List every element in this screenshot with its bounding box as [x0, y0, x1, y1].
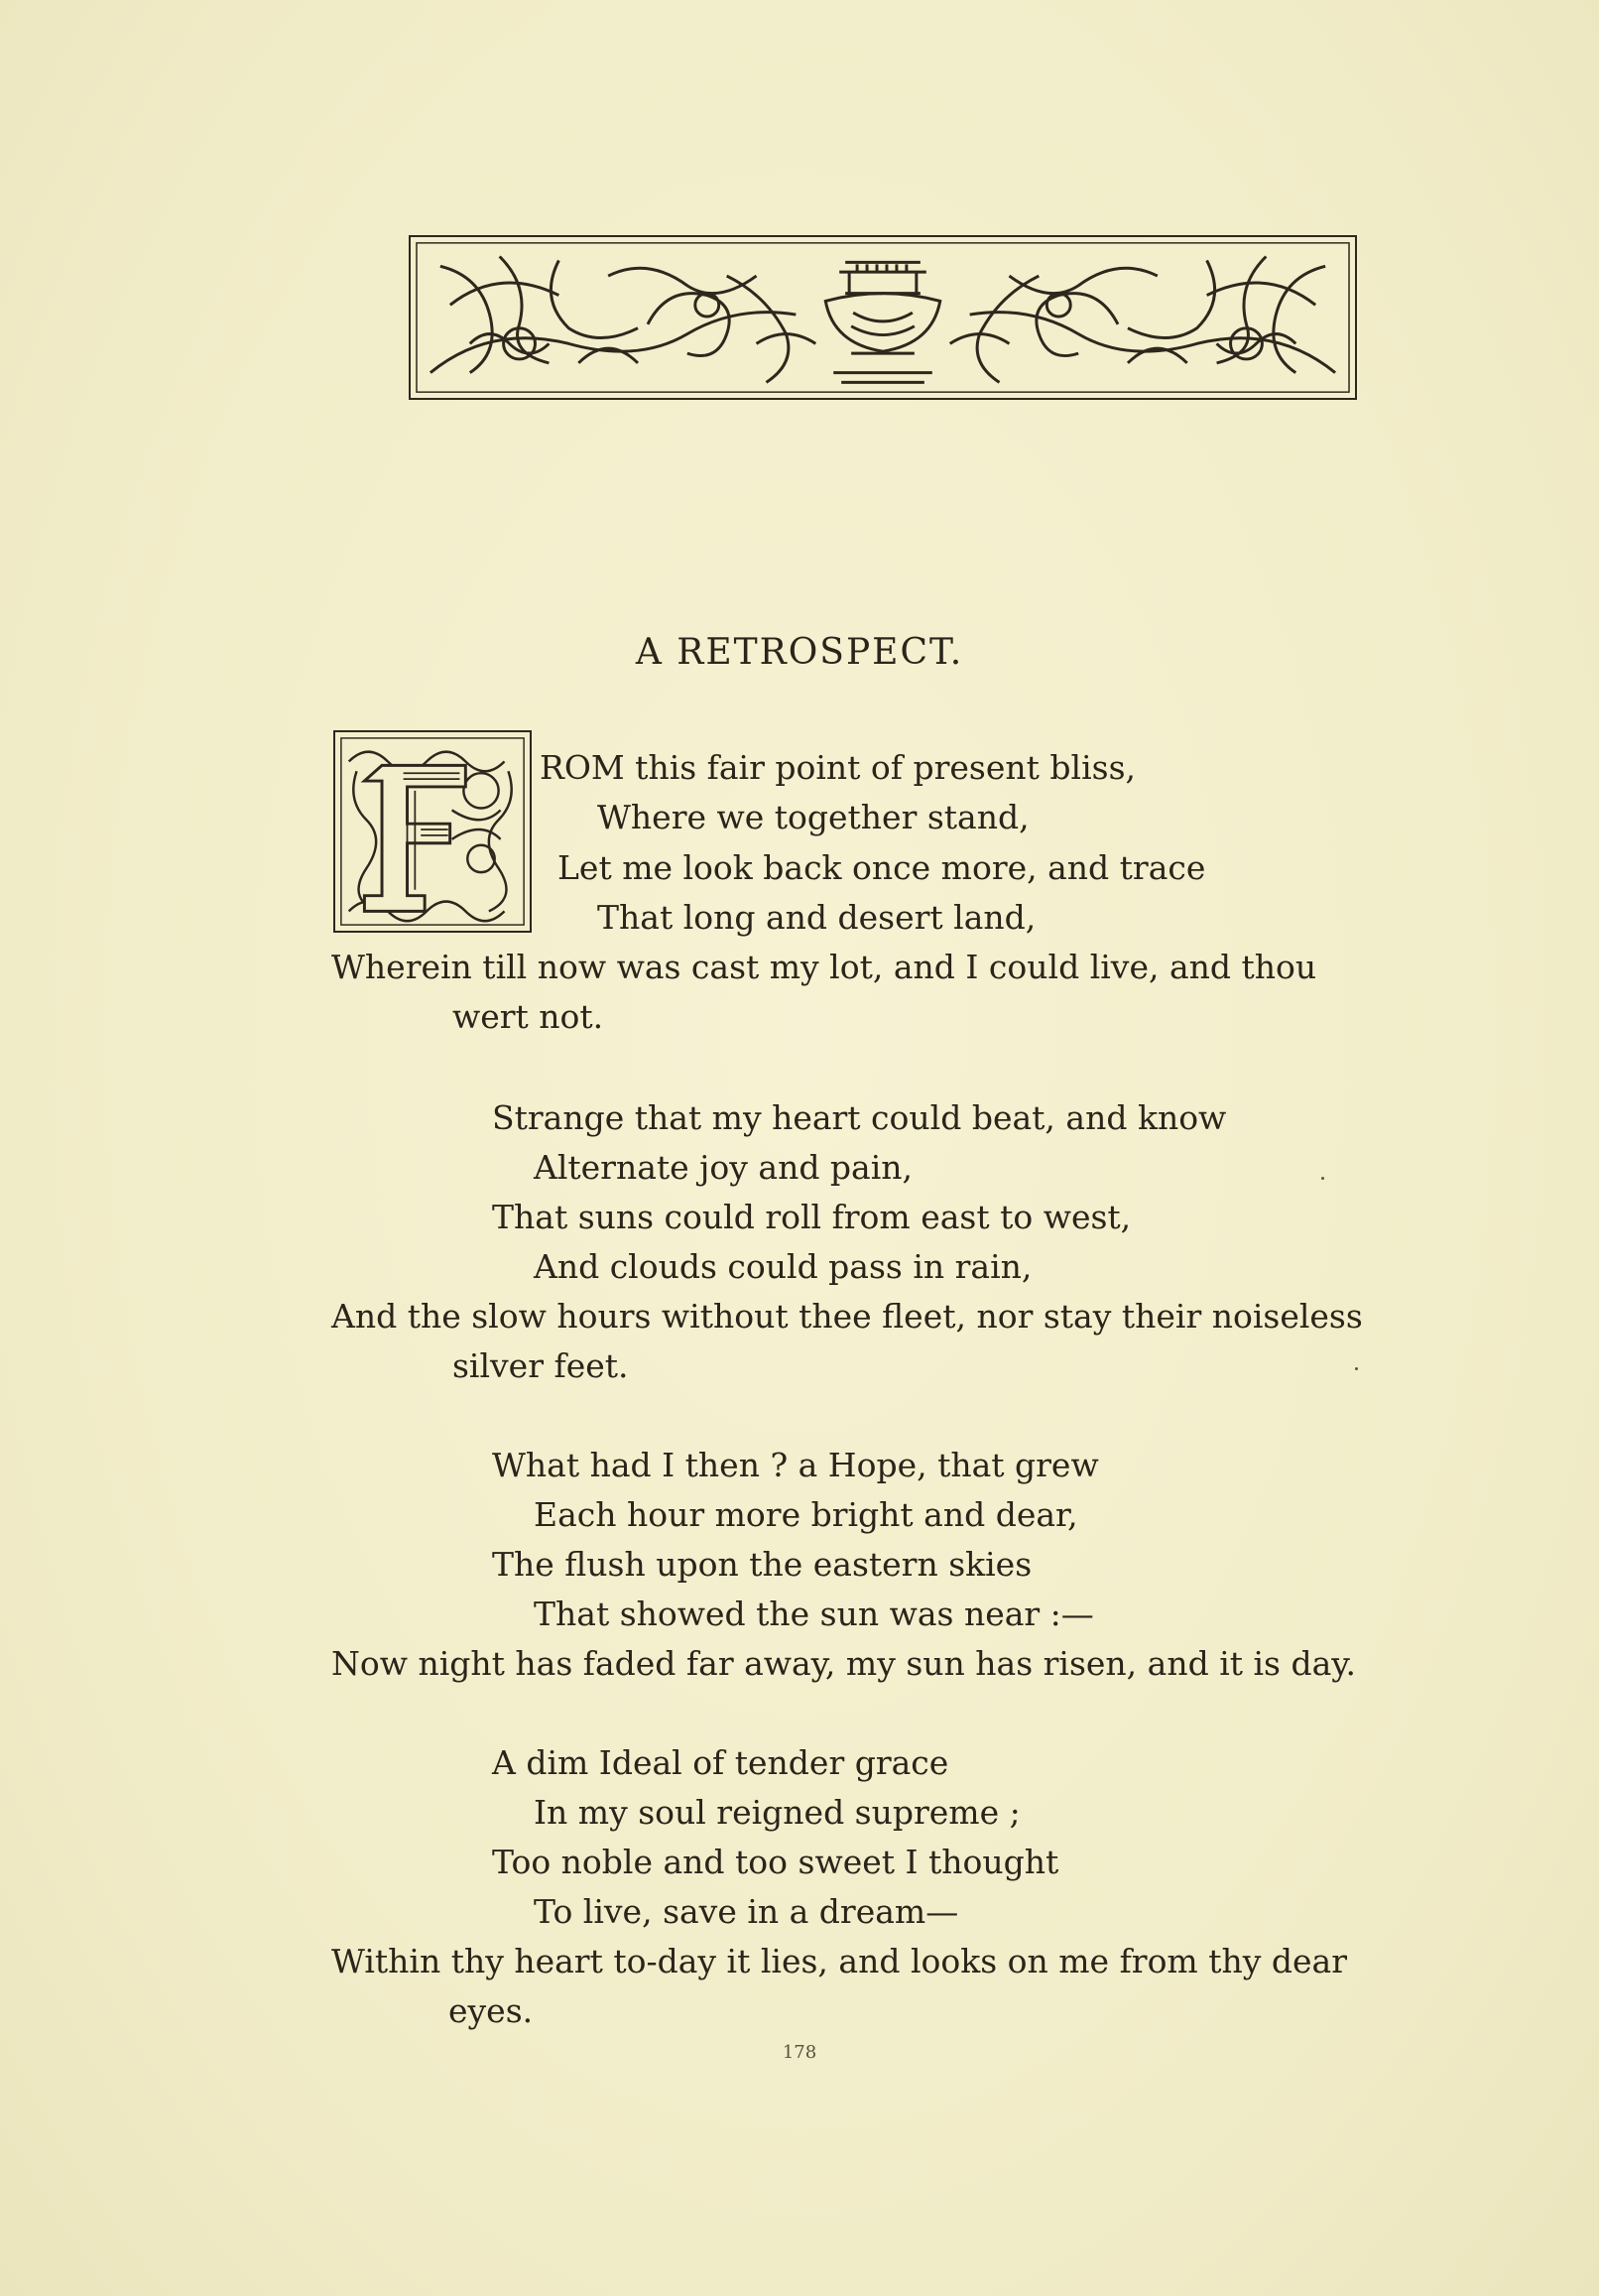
poem-line: Wherein till now was cast my lot, and I could live, and thou [331, 948, 1317, 986]
poem-line: Each hour more bright and dear, [534, 1495, 1078, 1534]
poem-line: What had I then ? a Hope, that grew [492, 1446, 1099, 1484]
paper-speck [1321, 1177, 1324, 1180]
poem-line: Too noble and too sweet I thought [492, 1843, 1059, 1881]
poem-line: And the slow hours without thee fleet, nor stay their noiseless [331, 1297, 1363, 1336]
poem-line: That showed the sun was near :— [534, 1594, 1094, 1633]
poem-line: Now night has faded far away, my sun has risen, and it is day. [331, 1644, 1357, 1683]
drop-cap-f-icon [335, 732, 530, 931]
floral-vase-ornament-icon [411, 237, 1355, 398]
poem-line: A dim Ideal of tender grace [492, 1743, 949, 1782]
poem-line: To live, save in a dream— [534, 1892, 959, 1931]
poem-line: And clouds could pass in rain, [534, 1247, 1033, 1286]
poem-line: In my soul reigned supreme ; [534, 1793, 1021, 1832]
poem-line: wert not. [452, 997, 604, 1036]
poem-line: eyes. [448, 1991, 534, 2030]
poem-line: That long and desert land, [597, 898, 1037, 937]
page-number: 178 [782, 2042, 817, 2063]
poem-line: Let me look back once more, and trace [557, 848, 1206, 887]
poem-title: A RETROSPECT. [635, 632, 964, 673]
poem-line: That suns could roll from east to west, [492, 1198, 1132, 1236]
drop-cap-ornament [333, 730, 532, 933]
poem-line: ROM this fair point of present bliss, [540, 748, 1136, 787]
ornamental-headpiece [409, 235, 1357, 400]
poem-line: Where we together stand, [597, 798, 1030, 836]
poem-line: Alternate joy and pain, [534, 1148, 914, 1187]
poem-line: Strange that my heart could beat, and know [492, 1098, 1227, 1137]
poem-line: The flush upon the eastern skies [492, 1545, 1033, 1584]
paper-speck [1355, 1367, 1358, 1370]
poem-line: Within thy heart to-day it lies, and looks on me from thy dear [331, 1942, 1347, 1980]
poem-line: silver feet. [452, 1346, 629, 1385]
